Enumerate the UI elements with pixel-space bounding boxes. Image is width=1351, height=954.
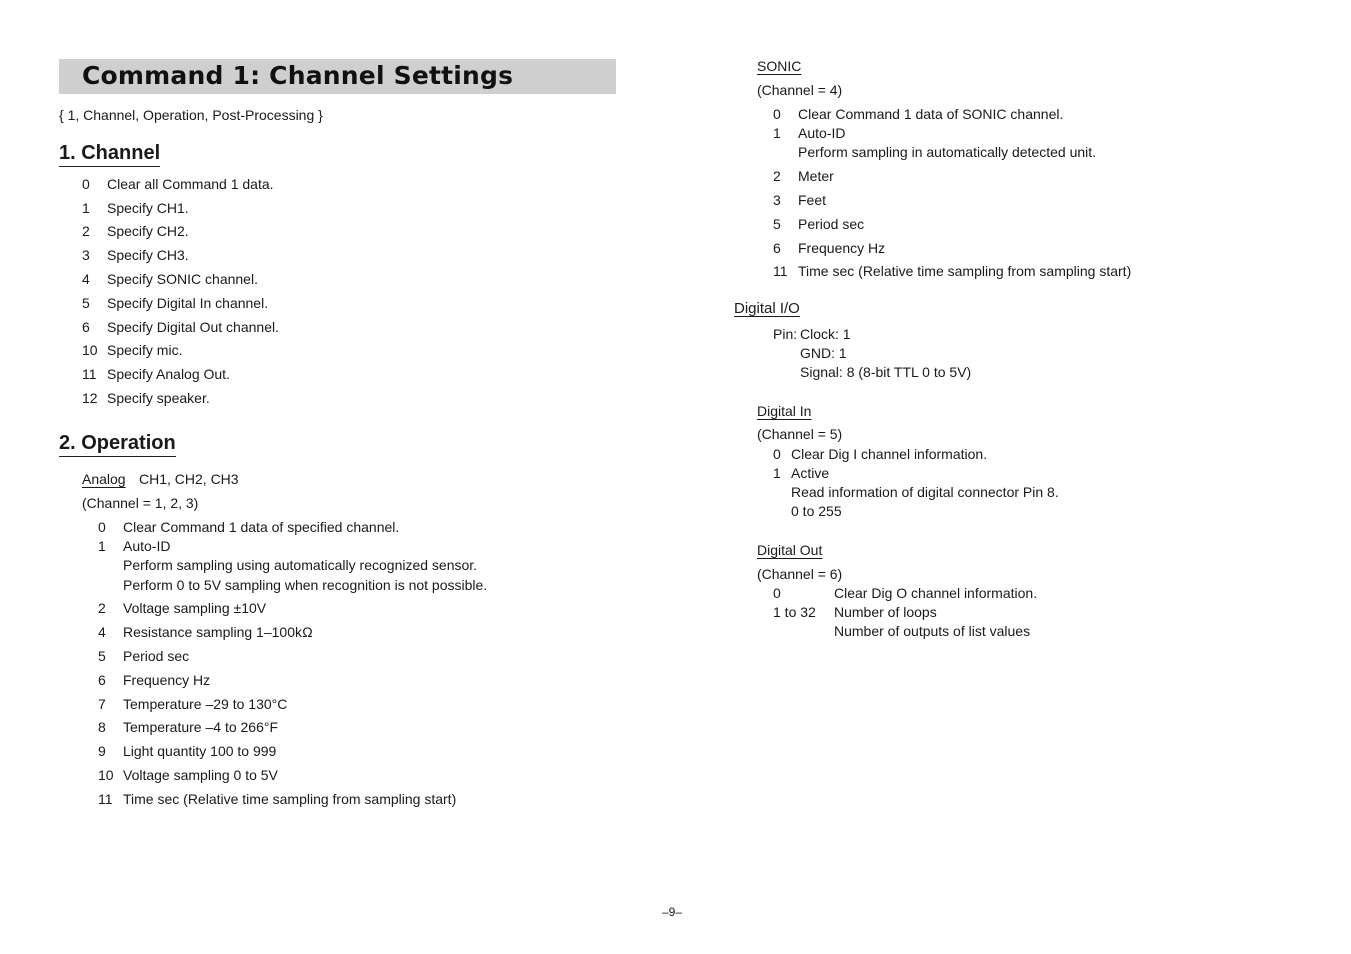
analog-label: Analog [82,471,126,487]
list-item-text: Specify CH1. [107,200,189,216]
analog-channels: CH1, CH2, CH3 [139,471,239,487]
list-item-text: Clear Command 1 data of SONIC channel. [798,106,1064,122]
list-item-number: 6 [82,319,90,335]
list-item-number: 0 [82,176,90,192]
analog-channel-eq: (Channel = 1, 2, 3) [82,495,199,511]
list-item-text: Resistance sampling 1–100kΩ [123,624,313,640]
list-item-text: Auto-ID [798,125,846,141]
command-syntax: { 1, Channel, Operation, Post-Processing } [59,107,323,123]
page-title: Command 1: Channel Settings [82,61,514,90]
digital-io-label: Digital I/O [734,300,800,317]
list-item-text: Meter [798,168,834,184]
list-item-subtext: Perform 0 to 5V sampling when recognition is not possible. [123,577,488,593]
list-item-number: 0 [98,519,106,535]
list-item-text: Voltage sampling 0 to 5V [123,767,278,783]
list-item-number: 9 [98,743,106,759]
list-item-number: 0 [773,106,781,122]
list-item-text: Clear Dig O channel information. [834,585,1038,601]
list-item-number: 12 [82,390,98,406]
list-item-number: 11 [82,366,97,382]
pin-clock: Clock: 1 [800,326,851,342]
list-item-text: Active [791,465,830,481]
list-item-text: Number of loops [834,604,937,620]
list-item-text: Light quantity 100 to 999 [123,743,277,759]
list-item-text: Specify speaker. [107,390,210,406]
list-item-number: 8 [98,719,106,735]
pin-label: Pin: [773,326,798,342]
list-item-text: Specify Digital In channel. [107,295,269,311]
list-item-text: Auto-ID [123,538,171,554]
list-item-number: 1 [773,125,781,141]
sonic-channel-eq: (Channel = 4) [757,82,843,98]
list-item-number: 5 [773,216,781,232]
list-item-number: 5 [98,648,106,664]
list-item-number: 0 [773,446,781,462]
list-item-number: 1 [82,200,90,216]
list-item-text: Period sec [798,216,865,232]
list-item-text: Specify Digital Out channel. [107,319,279,335]
list-item-number: 11 [98,791,113,807]
list-item-text: Clear Dig I channel information. [791,446,988,462]
list-item-text: Temperature –4 to 266°F [123,719,279,735]
digital-out-label: Digital Out [757,542,823,558]
digital-in-label: Digital In [757,403,812,419]
list-item-number: 1 to 32 [773,604,816,620]
list-item-text: Specify mic. [107,342,183,358]
list-item-number: 2 [98,600,106,616]
list-item-text: Feet [798,192,827,208]
list-item-number: 6 [98,672,106,688]
list-item-subtext: Perform sampling in automatically detected unit. [798,144,1097,160]
list-item-subtext: 0 to 255 [791,503,842,519]
channel-heading: 1. Channel [59,141,160,167]
list-item-number: 1 [98,538,106,554]
list-item-subtext: Read information of digital connector Pin 8. [791,484,1059,500]
list-item-number: 2 [773,168,781,184]
list-item-text: Specify CH3. [107,247,189,263]
list-item-text: Time sec (Relative time sampling from sampling start) [123,791,457,807]
list-item-text: Clear Command 1 data of specified channel. [123,519,400,535]
digital-out-channel-eq: (Channel = 6) [757,566,843,582]
list-item-number: 4 [82,271,90,287]
pin-gnd: GND: 1 [800,345,847,361]
list-item-text: Specify CH2. [107,223,189,239]
list-item-number: 6 [773,240,781,256]
list-item-number: 5 [82,295,90,311]
page-number: –9– [662,905,683,919]
list-item-text: Frequency Hz [123,672,211,688]
list-item-text: Temperature –29 to 130°C [123,696,288,712]
digital-in-channel-eq: (Channel = 5) [757,426,843,442]
list-item-text: Voltage sampling ±10V [123,600,267,616]
list-item-text: Clear all Command 1 data. [107,176,274,192]
list-item-text: Time sec (Relative time sampling from sampling start) [798,263,1132,279]
list-item-number: 10 [98,767,114,783]
list-item-number: 2 [82,223,90,239]
list-item-subtext: Number of outputs of list values [834,623,1031,639]
list-item-number: 3 [82,247,90,263]
list-item-text: Period sec [123,648,190,664]
list-item-number: 1 [773,465,781,481]
list-item-number: 11 [773,263,788,279]
list-item-text: Specify SONIC channel. [107,271,258,287]
list-item-number: 3 [773,192,781,208]
list-item-number: 0 [773,585,781,601]
list-item-number: 10 [82,342,98,358]
list-item-text: Frequency Hz [798,240,886,256]
list-item-number: 4 [98,624,106,640]
pin-signal: Signal: 8 (8-bit TTL 0 to 5V) [800,364,972,380]
sonic-label: SONIC [757,58,802,74]
operation-heading: 2. Operation [59,431,176,457]
list-item-subtext: Perform sampling using automatically recognized sensor. [123,557,478,573]
list-item-text: Specify Analog Out. [107,366,230,382]
list-item-number: 7 [98,696,106,712]
